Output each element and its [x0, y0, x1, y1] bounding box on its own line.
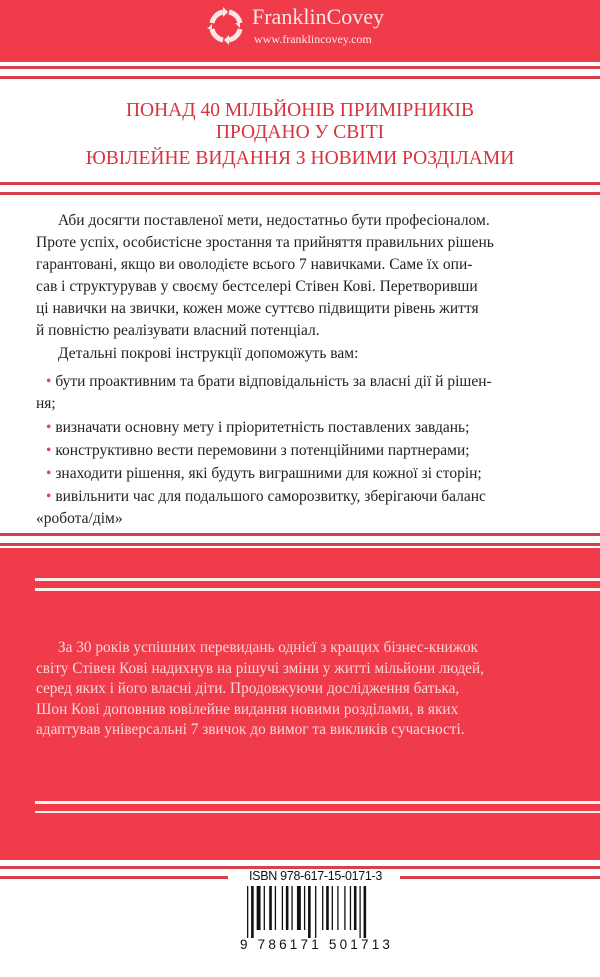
inner-white-stripe — [35, 801, 600, 804]
barcode-bar — [344, 886, 345, 930]
intro-line: Аби досягти поставленої мети, недостатньо бути професіоналом. — [58, 212, 490, 229]
lower-paragraph — [36, 638, 566, 741]
barcode-bar — [354, 886, 357, 930]
barcode-digits: 9 786171 501713 — [240, 937, 394, 952]
barcode-bar — [257, 886, 261, 930]
intro-line: Проте успіх, особистісне зростання та прийняття правильних рішень — [36, 234, 494, 251]
lower-band-tail — [0, 813, 600, 860]
bullet-text: знаходити рішення, які будуть виграшними для кожної зі сторін; — [55, 465, 482, 482]
barcode-bar — [337, 886, 338, 930]
bullet-text: бути проактивним та брати відповідальність за власні дії й рішен- — [55, 373, 492, 390]
barcode-bar — [350, 886, 351, 930]
barcode-bar — [297, 886, 301, 930]
bullet-item — [46, 463, 566, 486]
barcode-bar — [247, 886, 248, 938]
barcode-bar — [269, 886, 272, 930]
intro-lead: Детальні покрові інструкції допоможуть вам: — [58, 345, 359, 362]
headline-line-1: ПОНАД 40 МІЛЬЙОНІВ ПРИМІРНИКІВ — [125, 100, 475, 121]
bullet-icon: • — [46, 442, 52, 459]
inner-white-stripe — [35, 588, 600, 591]
lower-line: серед яких і його власні діти. Продовжуючи дослідження батька, — [36, 680, 460, 697]
barcode-bar — [304, 886, 305, 930]
barcode-icon — [245, 886, 375, 938]
divider-stripe — [0, 533, 600, 536]
barcode-bar — [291, 886, 292, 930]
bullet-text: вивільнити час для подальшого саморозвитку, зберігаючи баланс — [55, 488, 486, 505]
barcode-bar — [332, 886, 333, 930]
barcode-bar — [326, 886, 329, 930]
barcode-bar — [315, 886, 316, 938]
bullet-continuation: «робота/дім» — [36, 510, 123, 527]
barcode-bar — [322, 886, 323, 930]
publisher-url: www.franklincovey.com — [254, 32, 372, 46]
headline-line-3: ЮВІЛЕЙНЕ ВИДАННЯ З НОВИМИ РОЗДІЛАМИ — [85, 148, 515, 169]
bullet-icon: • — [46, 465, 52, 482]
intro-line: гарантовані, якщо ви оволодієте всього 7 навичками. Саме їх опи- — [36, 256, 473, 273]
bullet-item — [46, 486, 566, 509]
barcode-bar — [364, 886, 367, 938]
barcode-bar — [264, 886, 265, 930]
divider-stripe — [0, 76, 600, 79]
bullet-icon: • — [46, 488, 52, 505]
lower-line: адаптував універсальні 7 звичок до вимог та викликів сучасності. — [36, 721, 465, 738]
lower-line: світу Стівен Кові надихнув на рішучі зміни у житті мільйони людей, — [36, 659, 484, 677]
bullet-text: визначати основну мету і пріоритетність поставлених завдань; — [55, 419, 470, 436]
divider-stripe — [0, 543, 600, 546]
intro-line: сав і структурував у своєму бестселері Стівен Кові. Перетворивши — [36, 278, 478, 295]
barcode-bar — [359, 886, 360, 938]
intro-line: ці навички на звички, кожен може суттєво підвищити рівень життя — [36, 300, 479, 317]
barcode-bar — [251, 886, 254, 938]
barcode-bar — [275, 886, 276, 930]
compass-target-icon — [206, 6, 246, 46]
bullet-icon: • — [46, 373, 52, 390]
bullet-item — [46, 440, 566, 463]
divider-stripe — [0, 66, 600, 69]
publisher-name: FranklinCovey — [252, 4, 384, 29]
intro-line: й повністю реалізувати власний потенціал. — [36, 322, 320, 339]
headline-line-2: ПРОДАНО У СВІТІ — [215, 122, 385, 143]
divider-stripe — [0, 182, 600, 185]
bullet-continuation: ня; — [36, 395, 56, 412]
divider-stripe — [0, 876, 228, 879]
lower-line: Шон Кові доповнив ювілейне видання новими розділами, в яких — [36, 700, 459, 718]
bullet-text: конструктивно вести перемовини з потенційними партнерами; — [55, 442, 470, 459]
lower-line: За 30 років успішних перевидань однієї з кращих бізнес-книжок — [58, 639, 478, 656]
barcode-bar — [282, 886, 283, 930]
barcode-bar — [308, 886, 311, 938]
inner-white-stripe — [35, 578, 600, 581]
divider-stripe — [400, 876, 600, 879]
divider-stripe — [0, 192, 600, 195]
barcode-bar — [286, 886, 289, 930]
isbn-label: ISBN 978-617-15-0171-3 — [246, 869, 385, 883]
bullet-item — [46, 417, 566, 440]
bullet-icon: • — [46, 419, 52, 436]
bullet-item — [46, 371, 566, 394]
